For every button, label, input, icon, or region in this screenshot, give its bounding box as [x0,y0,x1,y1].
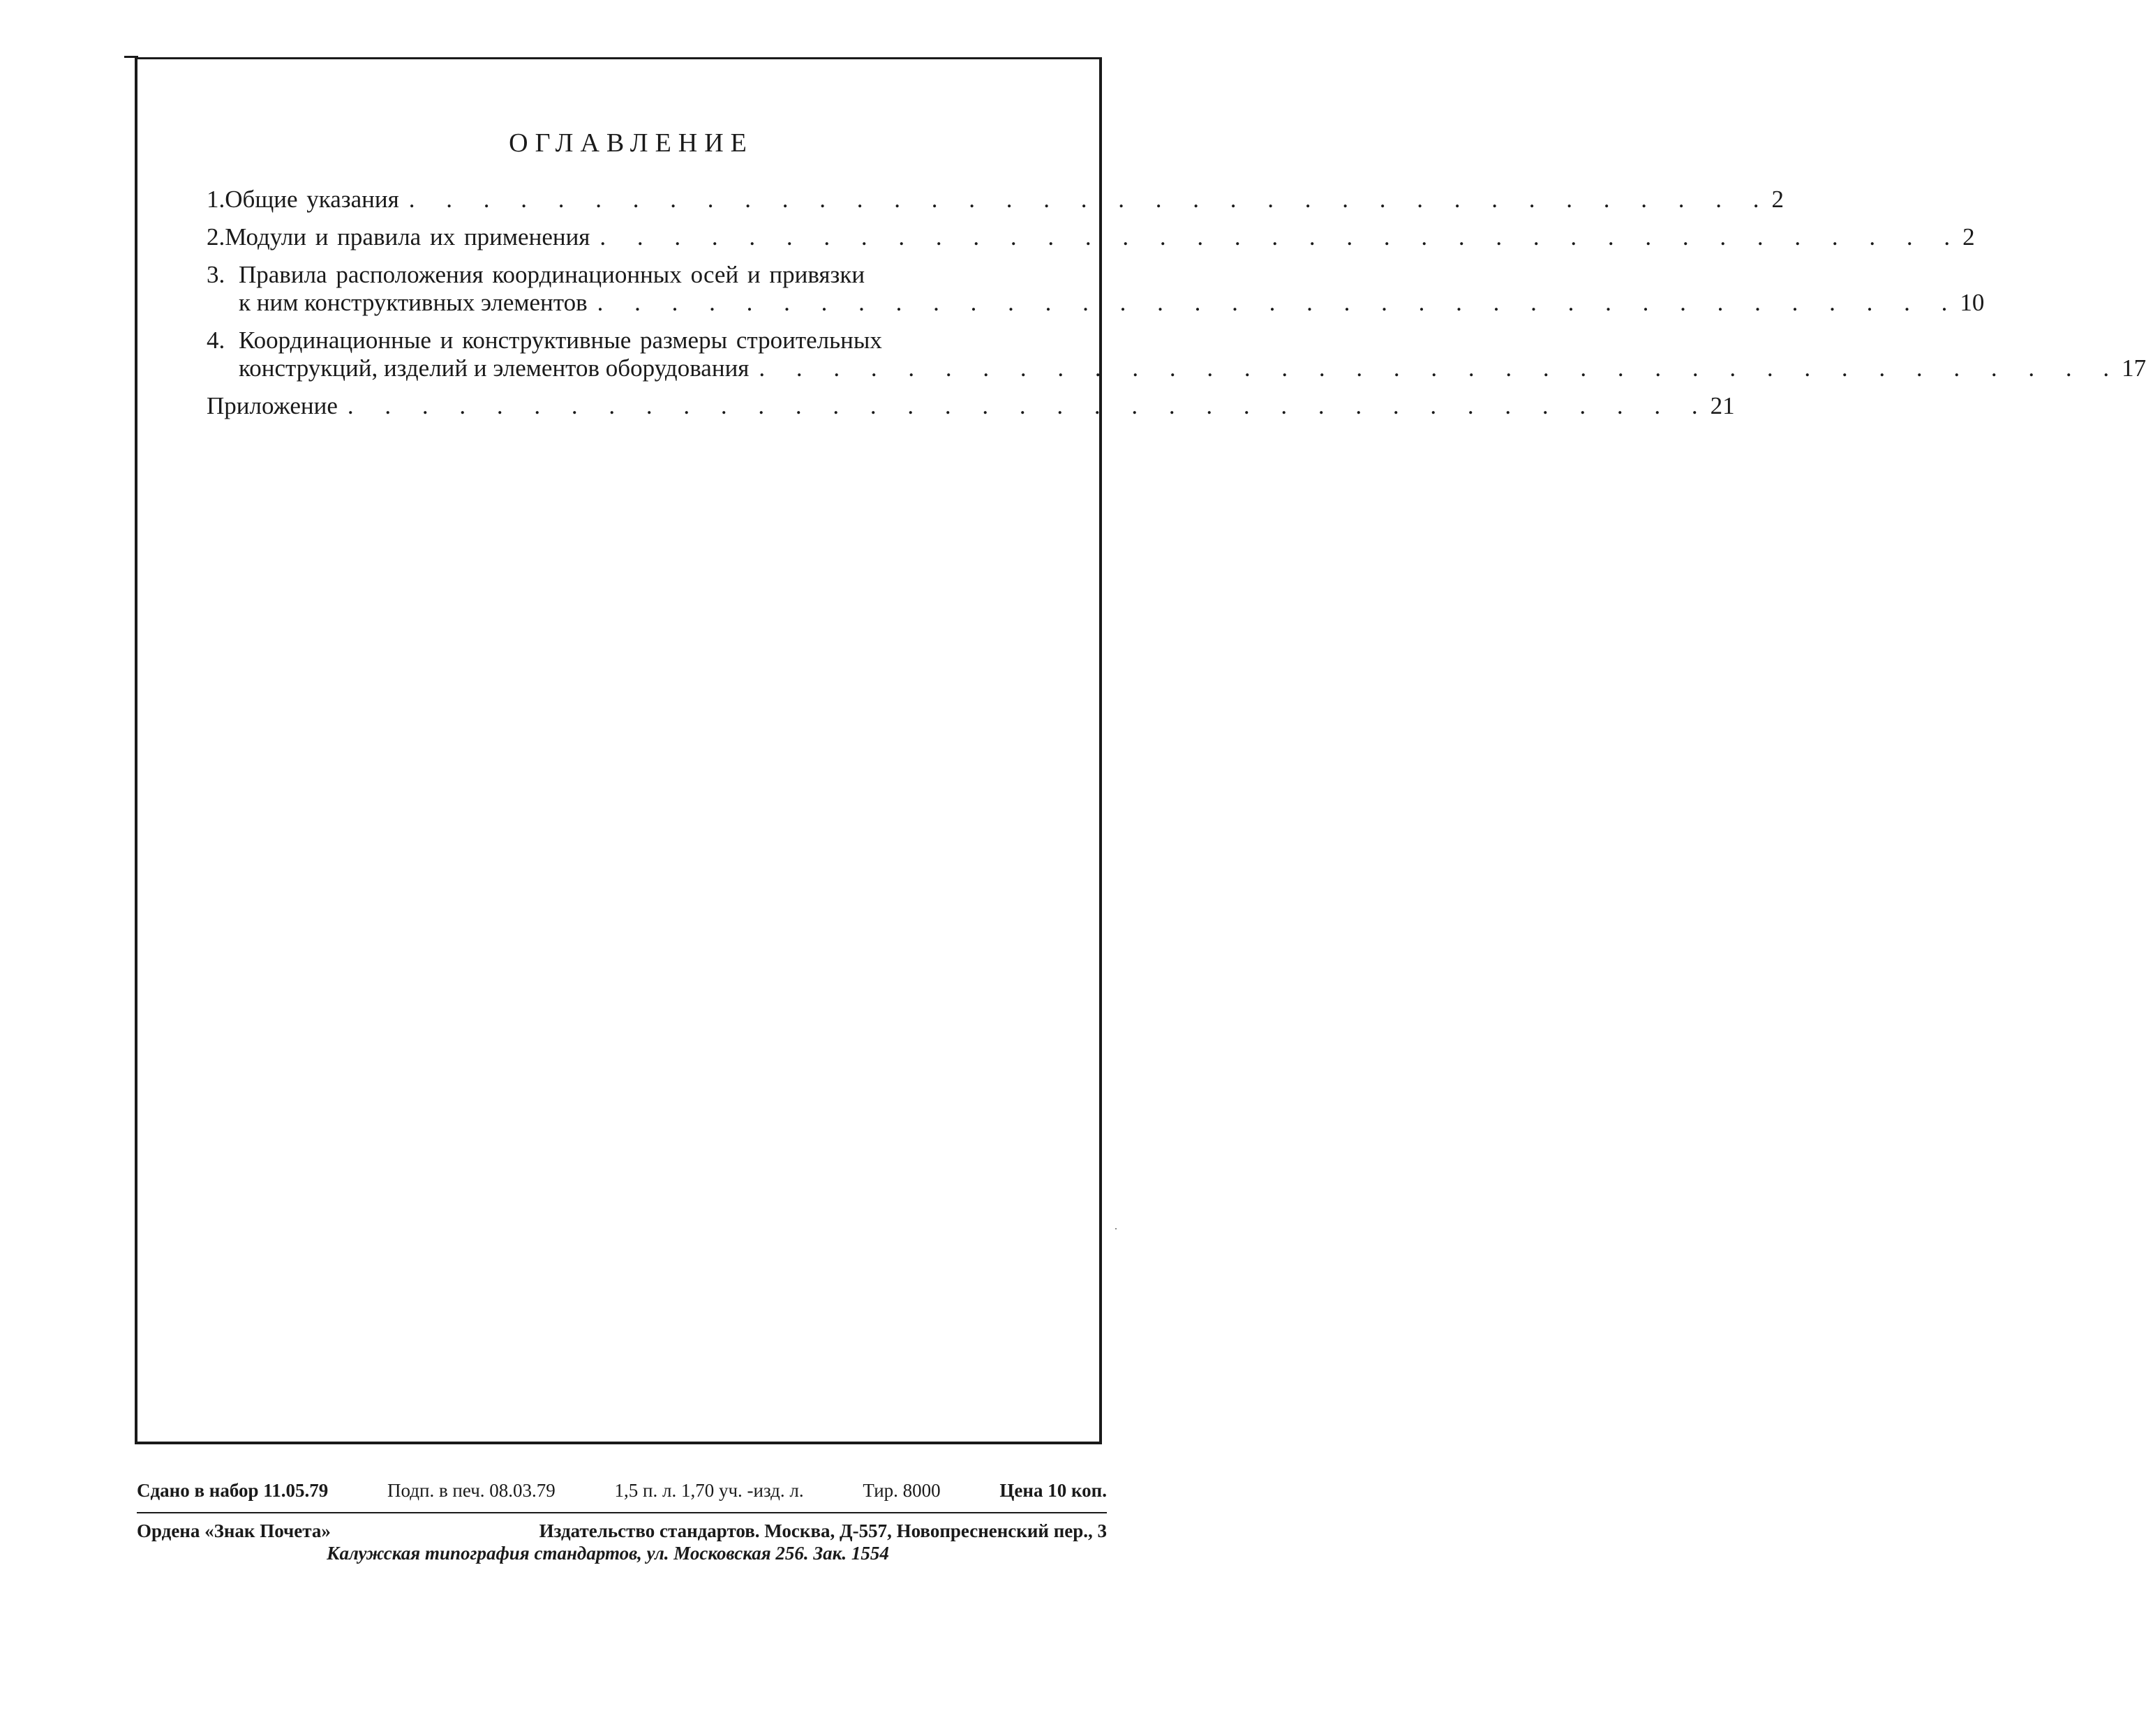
toc-page-number: 2 [1771,186,1784,213]
imprint-publisher: Издательство стандартов. Москва, Д-557, Новопресненский пер., 3 [539,1520,1107,1541]
toc-leader-dots: . . . . . . . . . . . . . . . . . . . . . . . . . . . . . . . . . . . . . [408,186,1772,213]
toc-entry-title-continued: к ним конструктивных элементов [239,289,588,316]
toc-entry-4[interactable] [207,327,2146,382]
toc-leader-dots: . . . . . . . . . . . . . . . . . . . . . . . . . . . . . . . . . . . . . [599,223,1963,250]
toc-entry-title: Модули и правила их применения [225,223,590,250]
imprint-sheets: 1,5 п. л. 1,70 уч. -изд. л. [614,1480,804,1501]
toc-leader-dots: . . . . . . . . . . . . . . . . . . . . . . . . . . . . . . . . . . . . . [347,392,1711,419]
toc-entry-1[interactable] [207,186,1784,214]
imprint-order: Ордена «Знак Почета» [137,1520,331,1541]
toc-entry-3[interactable] [207,261,1985,317]
toc-entry-title: Правила расположения координационных осей и привязки [239,261,865,288]
table-of-contents [207,186,2146,430]
toc-entry-number: 4. [207,327,225,354]
toc-title: ОГЛАВЛЕНИЕ [509,128,754,158]
toc-entry-title: Общие указания [225,186,399,213]
toc-entry-number: 3. [207,261,225,288]
toc-entry-2[interactable] [207,223,1975,251]
toc-page-number: 2 [1962,223,1975,250]
toc-leader-dots: . . . . . . . . . . . . . . . . . . . . . . . . . . . . . . . . . . . . . [759,354,2122,382]
scan-speck [1115,1228,1117,1229]
imprint-price: Цена 10 коп. [999,1480,1107,1501]
toc-entry-number: 1. [207,186,225,213]
toc-entry-title: Приложение [207,392,338,419]
imprint-print-data [137,1479,1107,1502]
toc-leader-dots: . . . . . . . . . . . . . . . . . . . . . . . . . . . . . . . . . . . . . [597,289,1960,316]
toc-entry-number: 2. [207,223,225,250]
imprint-print-run: Тир. 8000 [863,1480,941,1501]
toc-page-number: 10 [1960,289,1985,316]
toc-entry-appendix[interactable] [207,392,1735,420]
imprint-signed-for-print: Подп. в печ. 08.03.79 [387,1480,556,1501]
imprint-publisher-line [137,1520,1107,1542]
toc-page-number: 21 [1710,392,1735,419]
toc-entry-title: Координационные и конструктивные размеры строительных [239,327,882,354]
imprint-sent-to-typesetting: Сдано в набор 11.05.79 [137,1480,329,1501]
toc-entry-title-continued: конструкций, изделий и элементов оборудования [239,354,750,382]
imprint-printer-line: Калужская типография стандартов, ул. Московская 256. Зак. 1554 [327,1543,889,1564]
toc-page-number: 17 [2122,354,2146,382]
imprint-divider [137,1512,1107,1513]
